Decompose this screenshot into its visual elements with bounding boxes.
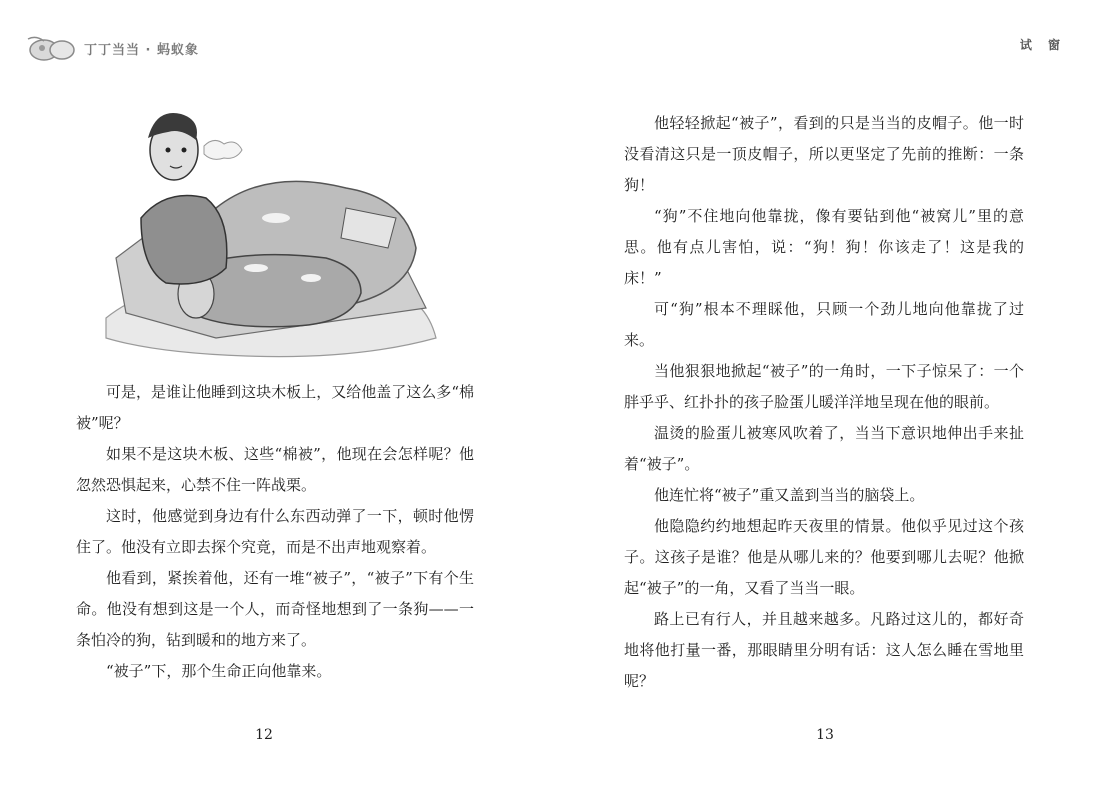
paragraph: 这时，他感觉到身边有什么东西动弹了一下，顿时他愣住了。他没有立即去探个究竟，而是不出声地观察着。 xyxy=(76,507,474,556)
paragraph: “被子”下，那个生命正向他靠来。 xyxy=(106,662,332,680)
paragraph: 他看到，紧挨着他，还有一堆“被子”，“被子”下有个生命。他没有想到这是一个人，而奇怪地想到了一条狗——一条怕冷的狗，钻到暖和的地方来了。 xyxy=(76,569,474,649)
page-number-left: 12 xyxy=(255,727,273,743)
paragraph: 他隐隐约约地想起昨天夜里的情景。他似乎见过这个孩子。这孩子是谁？他是从哪儿来的？他要到哪儿去呢？他掀起“被子”的一角，又看了当当一眼。 xyxy=(624,517,1024,597)
page-number-right: 13 xyxy=(816,727,834,743)
paragraph: 如果不是这块木板、这些“棉被”，他现在会怎样呢？他忽然恐惧起来，心禁不住一阵战栗。 xyxy=(76,445,474,494)
paragraph: 可“狗”根本不理睬他，只顾一个劲儿地向他靠拢了过来。 xyxy=(624,300,1024,349)
right-page-text xyxy=(624,108,1024,697)
series-logo-icon xyxy=(26,33,78,63)
paragraph: 当他狠狠地掀起“被子”的一角时，一下子惊呆了：一个胖乎乎、红扑扑的孩子脸蛋儿暖洋洋地呈现在他的眼前。 xyxy=(624,362,1024,411)
paragraph: 他轻轻掀起“被子”，看到的只是当当的皮帽子。他一时没看清这只是一顶皮帽子，所以更坚定了先前的推断：一条狗！ xyxy=(624,114,1024,194)
paragraph: “狗”不住地向他靠拢，像有要钻到他“被窝儿”里的意思。他有点儿害怕，说：“狗！狗！你该走了！这是我的床！” xyxy=(624,207,1024,287)
paragraph: 路上已有行人，并且越来越多。凡路过这儿的，都好奇地将他打量一番，那眼睛里分明有话：这人怎么睡在雪地里呢？ xyxy=(624,610,1024,690)
left-page-text xyxy=(76,377,474,687)
paragraph: 温烫的脸蛋儿被寒风吹着了，当当下意识地伸出手来扯着“被子”。 xyxy=(624,424,1024,473)
chapter-title: 试 窗 xyxy=(1019,38,1066,52)
paragraph: 他连忙将“被子”重又盖到当当的脑袋上。 xyxy=(654,486,925,504)
boy-under-quilt-illustration xyxy=(96,98,442,360)
series-title: 丁丁当当 · 蚂蚁象 xyxy=(84,42,199,58)
series-header xyxy=(26,30,199,66)
paragraph: 可是，是谁让他睡到这块木板上，又给他盖了这么多“棉被”呢？ xyxy=(76,383,474,432)
